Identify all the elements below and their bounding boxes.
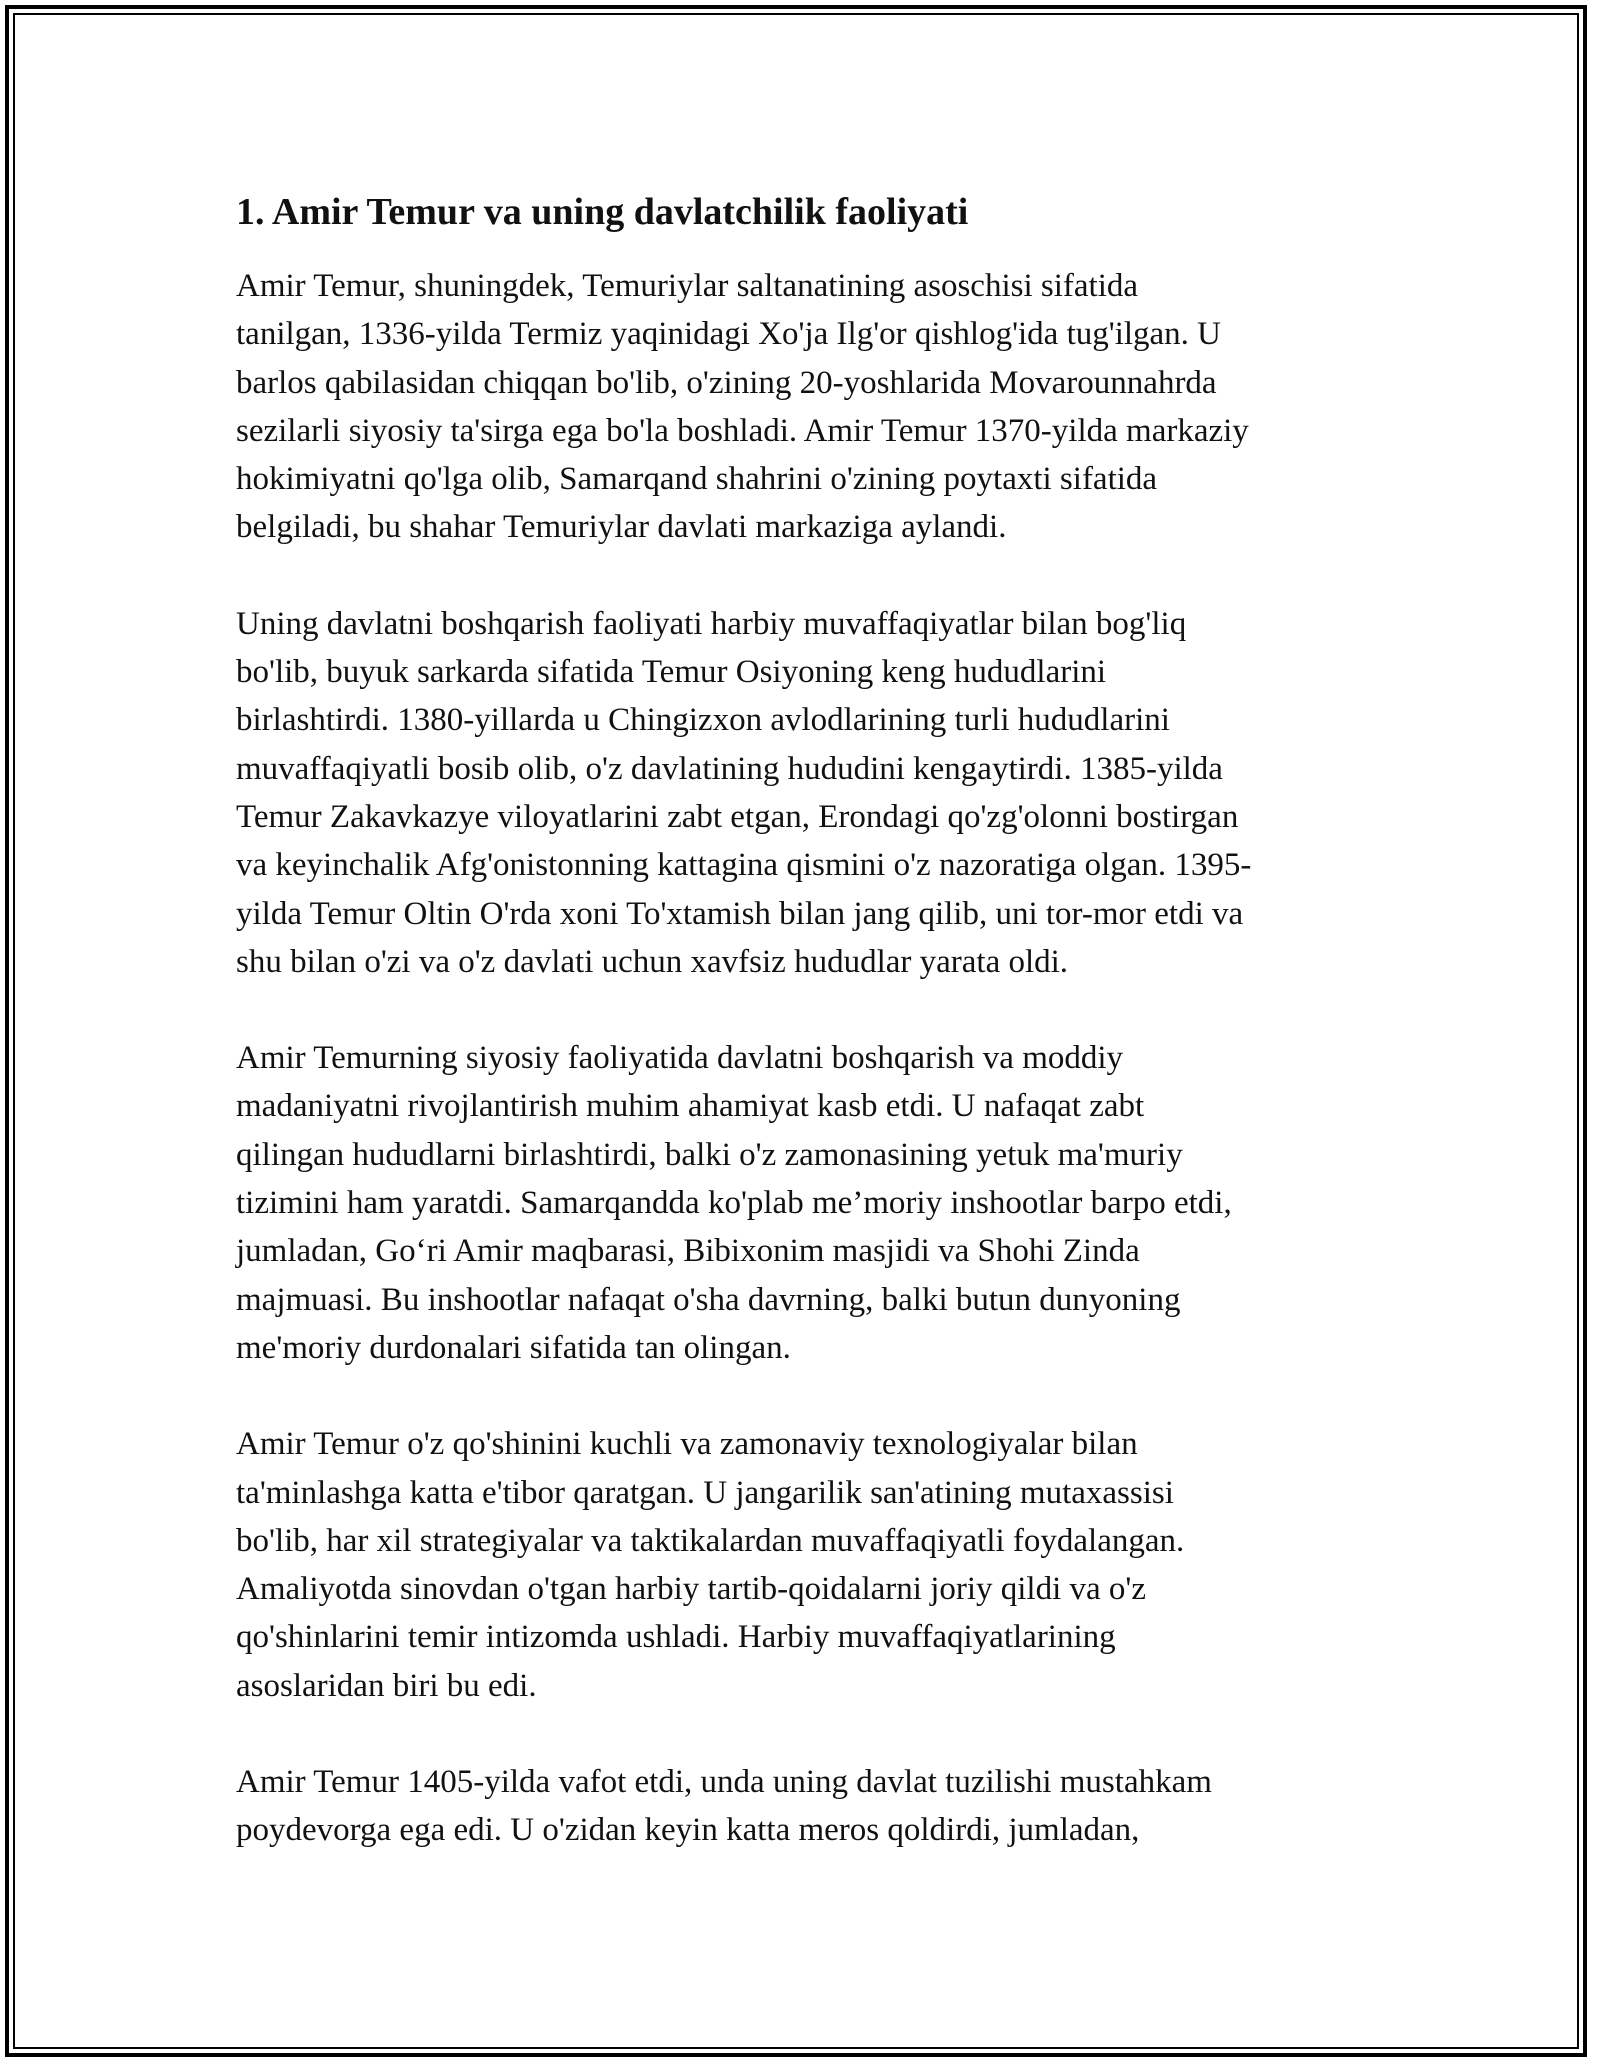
document-body bbox=[236, 186, 1386, 1903]
paragraph-3: Amir Temurning siyosiy faoliyatida davlatni boshqarish va moddiy madaniyatni rivojlantirish muhim ahamiyat kasb etdi. U nafaqat zabt qilingan hududlarni birlashtirdi, balki o'z zamonasining yetuk ma'muriy tizimini ham yaratdi. Samarqandda ko'plab me’moriy inshootlar barpo etdi, jumladan, Go‘ri Amir maqbarasi, Bibixonim masjidi va Shohi Zinda majmuasi. Bu inshootlar nafaqat o'sha davrning, balki butun dunyoning me'moriy durdonalari sifatida tan olingan. bbox=[236, 1040, 1232, 1366]
paragraph-2: Uning davlatni boshqarish faoliyati harbiy muvaffaqiyatlar bilan bog'liq bo'lib, buyuk sarkarda sifatida Temur Osiyoning keng hududlarini birlashtirdi. 1380-yillarda u Chingizxon avlodlarining turli hududlarini muvaffaqiyatli bosib olib, o'z davlatining hududini kengaytirdi. 1385-yilda Temur Zakavkazye viloyatlarini zabt etgan, Erondagi qo'zg'olonni bostirgan va keyinchalik Afg'onistonning kattagina qismini o'z nazoratiga olgan. 1395- yilda Temur Oltin O'rda xoni To'xtamish bilan jang qilib, uni tor-mor etdi va shu bilan o'zi va o'z davlati uchun xavfsiz hududlar yarata oldi. bbox=[236, 605, 1252, 980]
paragraph-4: Amir Temur o'z qo'shinini kuchli va zamonaviy texnologiyalar bilan ta'minlashga katta e'tibor qaratgan. U jangarilik san'atining mutaxassisi bo'lib, har xil strategiyalar va taktikalardan muvaffaqiyatli foydalangan. Amaliyotda sinovdan o'tgan harbiy tartib-qoidalarni joriy qildi va o'z qo'shinlarini temir intizomda ushladi. Harbiy muvaffaqiyatlarining asoslaridan biri bu edi. bbox=[236, 1426, 1185, 1704]
paragraph-1: Amir Temur, shuningdek, Temuriylar saltanatining asoschisi sifatida tanilgan, 1336-yilda Termiz yaqinidagi Xo'ja Ilg'or qishlog'ida tug'ilgan. U barlos qabilasidan chiqqan bo'lib, o'zining 20-yoshlarida Movarounnahrda sezilarli siyosiy ta'sirga ega bo'la boshladi. Amir Temur 1370-yilda markaziy hokimiyatni qo'lga olib, Samarqand shahrini o'zining poytaxti sifatida belgiladi, bu shahar Temuriylar davlati markaziga aylandi. bbox=[236, 268, 1249, 546]
section-heading: 1. Amir Temur va uning davlatchilik faoliyati bbox=[236, 191, 969, 233]
paragraph-5: Amir Temur 1405-yilda vafot etdi, unda uning davlat tuzilishi mustahkam poydevorga ega edi. U o'zidan keyin katta meros qoldirdi, jumladan, bbox=[236, 1764, 1212, 1849]
